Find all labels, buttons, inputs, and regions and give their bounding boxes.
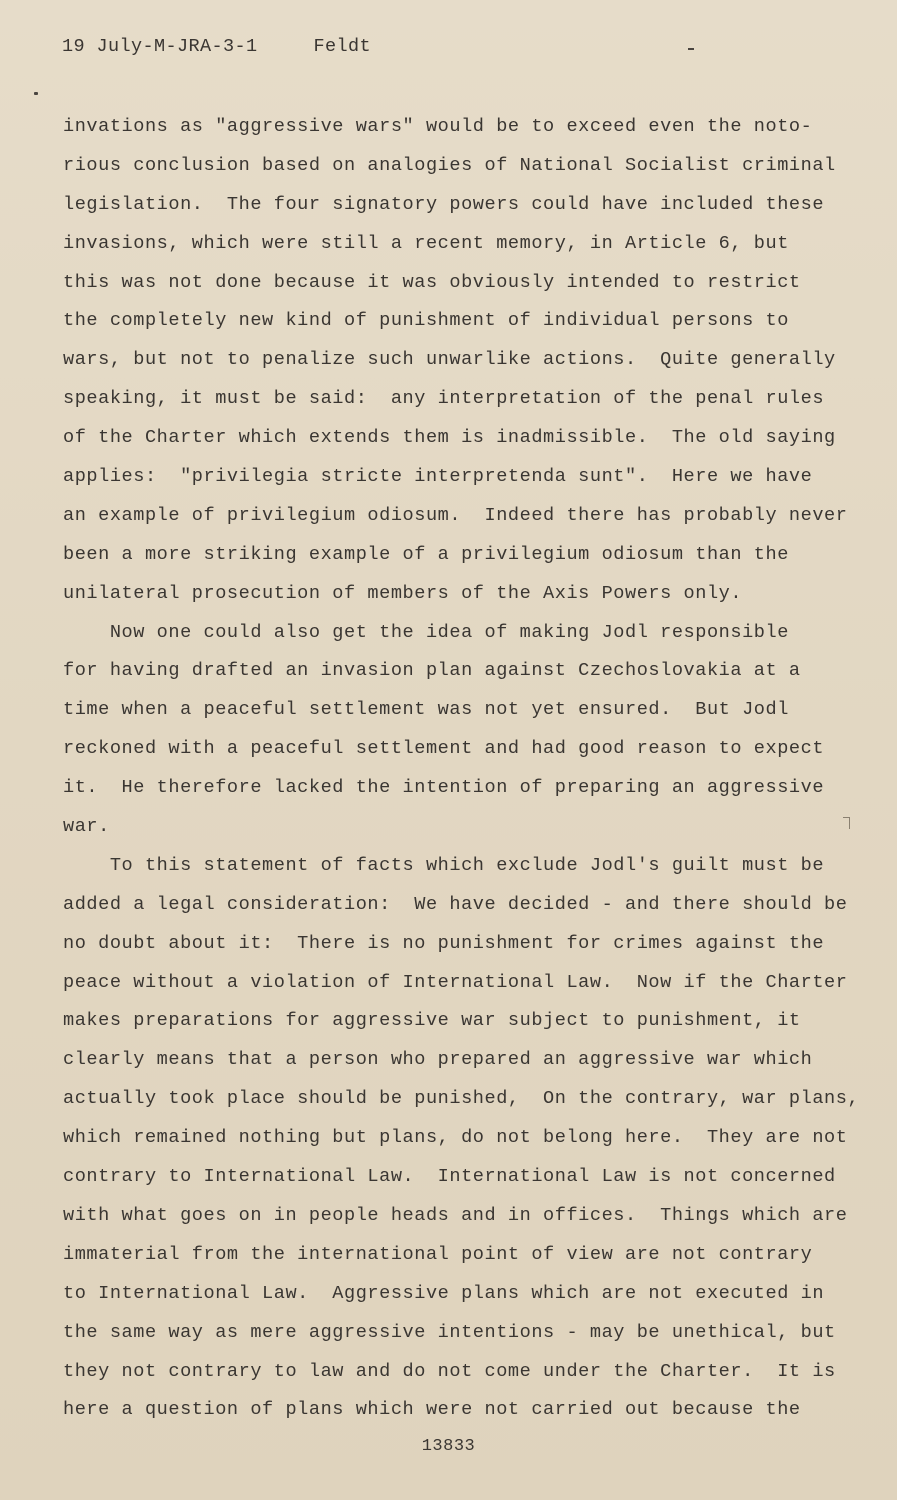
text-line: here a question of plans which were not carried out because the [63,1399,801,1421]
text-line: the completely new kind of punishment of individual persons to [63,310,789,332]
text-line: of the Charter which extends them is inadmissible. The old saying [63,427,836,449]
text-line: no doubt about it: There is no punishment for crimes against the [63,932,825,954]
text-line: time when a peaceful settlement was not yet ensured. But Jodl [63,699,789,721]
text-line: war. [63,816,110,838]
text-line: which remained nothing but plans, do not belong here. They are not [63,1127,848,1149]
text-line: Now one could also get the idea of making Jodl responsible [63,621,789,643]
text-line: rious conclusion based on analogies of National Socialist criminal [63,154,836,176]
text-line: legislation. The four signatory powers could have included these [63,193,825,215]
text-line: peace without a violation of International Law. Now if the Charter [63,971,848,993]
text-line: with what goes on in people heads and in offices. Things which are [63,1204,848,1226]
text-line: it. He therefore lacked the intention of preparing an aggressive [63,777,825,799]
text-line: To this statement of facts which exclude Jodl's guilt must be [63,854,825,876]
text-line: actually took place should be punished, On the contrary, war plans, [63,1088,860,1110]
text-line: added a legal consideration: We have decided - and there should be [63,893,848,915]
author-name: Feldt [313,36,372,57]
text-line: applies: "privilegia stricte interpretenda sunt". Here we have [63,466,813,488]
typed-body [63,108,863,1430]
text-line: invations as "aggressive wars" would be to exceed even the noto- [63,116,813,137]
text-line: been a more striking example of a privilegium odiosum than the [63,543,789,565]
text-line: to International Law. Aggressive plans which are not executed in [63,1282,825,1304]
text-line: makes preparations for aggressive war subject to punishment, it [63,1010,801,1032]
text-line: immaterial from the international point of view are not contrary [63,1243,813,1265]
header-ink-mark [688,48,694,50]
text-line: an example of privilegium odiosum. Indeed there has probably never [63,504,848,526]
text-line: invasions, which were still a recent memory, in Article 6, but [63,232,789,254]
text-line: reckoned with a peaceful settlement and had good reason to expect [63,738,825,760]
text-line: speaking, it must be said: any interpretation of the penal rules [63,388,825,410]
text-line: this was not done because it was obviously intended to restrict [63,271,801,293]
text-line: wars, but not to penalize such unwarlike actions. Quite generally [63,349,836,371]
text-line: the same way as mere aggressive intentions - may be unethical, but [63,1321,836,1343]
page-number: 13833 [421,1437,476,1456]
text-line: clearly means that a person who prepared an aggressive war which [63,1049,813,1071]
text-line: they not contrary to law and do not come under the Charter. It is [63,1360,836,1382]
page-header [62,36,371,57]
margin-ink-dot [34,92,38,95]
text-line: unilateral prosecution of members of the Axis Powers only. [63,582,743,604]
text-line: contrary to International Law. International Law is not concerned [63,1166,836,1188]
document-reference: 19 July-M-JRA-3-1 [62,36,258,57]
text-line: for having drafted an invasion plan against Czechoslovakia at a [63,660,801,682]
